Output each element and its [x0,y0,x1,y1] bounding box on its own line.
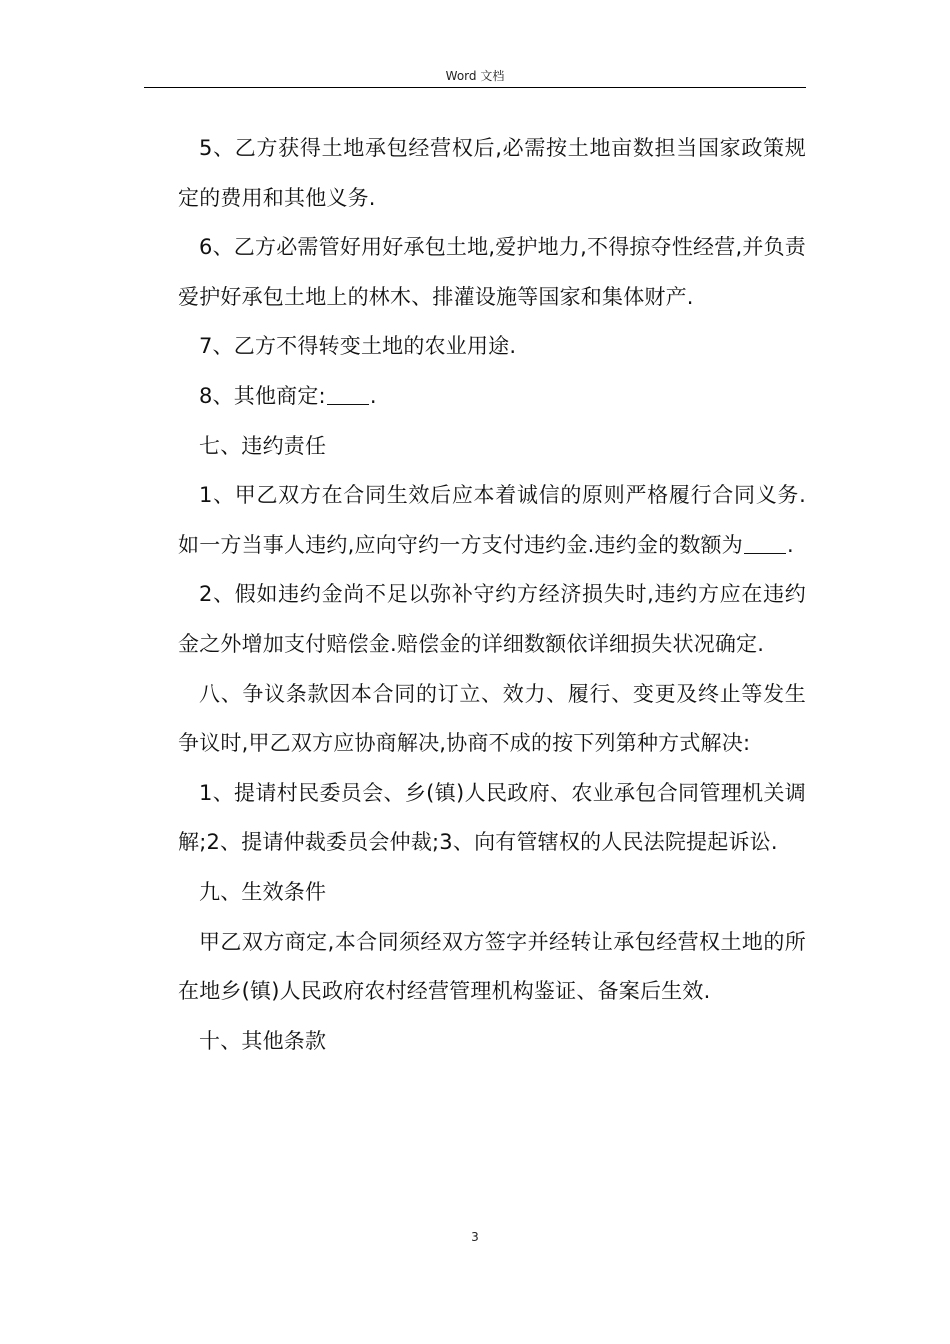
paragraph-3 [178,322,806,372]
heading-text: 十、其他条款 [199,1028,327,1053]
section-heading-9 [178,868,806,918]
paragraph-suffix: . [786,532,794,557]
section-heading-7 [178,422,806,472]
paragraph-suffix: . [369,383,377,408]
paragraph-text: 甲乙双方商定,本合同须经双方签字并经转让承包经营权土地的所在地乡(镇)人民政府农村经营管理机构鉴证、备案后生效. [178,929,806,1004]
document-body [178,124,806,1066]
paragraph-text: 1、提请村民委员会、乡(镇)人民政府、农业承包合同管理机关调解;2、提请仲裁委员会仲裁;3、向有管辖权的人民法院提起诉讼. [178,780,806,855]
heading-text: 九、生效条件 [199,879,327,904]
paragraph-6 [178,471,806,570]
header-divider [144,87,806,88]
fill-in-blank [744,535,786,554]
paragraph-8 [178,670,806,769]
section-heading-10 [178,1017,806,1067]
page-header: Word 文档 [445,69,505,83]
paragraph-11 [178,918,806,1017]
paragraph-7 [178,570,806,669]
paragraph-text: 8、其他商定: [199,383,326,408]
page-number: 3 [471,1230,479,1244]
paragraph-2 [178,223,806,322]
paragraph-text: 7、乙方不得转变土地的农业用途. [199,334,517,359]
paragraph-text: 6、乙方必需管好用好承包土地,爱护地力,不得掠夺性经营,并负责爱护好承包土地上的林木、排灌设施等国家和集体财产. [178,235,806,309]
paragraph-text: 1、甲乙双方在合同生效后应本着诚信的原则严格履行合同义务.如一方当事人违约,应向守约一方支付违约金.违约金的数额为 [178,483,806,557]
paragraph-text: 2、假如违约金尚不足以弥补守约方经济损失时,违约方应在违约金之外增加支付赔偿金.赔偿金的详细数额依详细损失状况确定. [178,582,806,656]
paragraph-9 [178,769,806,868]
paragraph-4 [178,372,806,422]
fill-in-blank [327,386,369,405]
paragraph-text: 5、乙方获得土地承包经营权后,必需按土地亩数担当国家政策规定的费用和其他义务. [178,136,806,210]
paragraph-text: 八、争议条款因本合同的订立、效力、履行、变更及终止等发生争议时,甲乙双方应协商解决,协商不成的按下列第种方式解决: [178,681,806,756]
paragraph-1 [178,124,806,223]
heading-text: 七、违约责任 [199,433,327,458]
